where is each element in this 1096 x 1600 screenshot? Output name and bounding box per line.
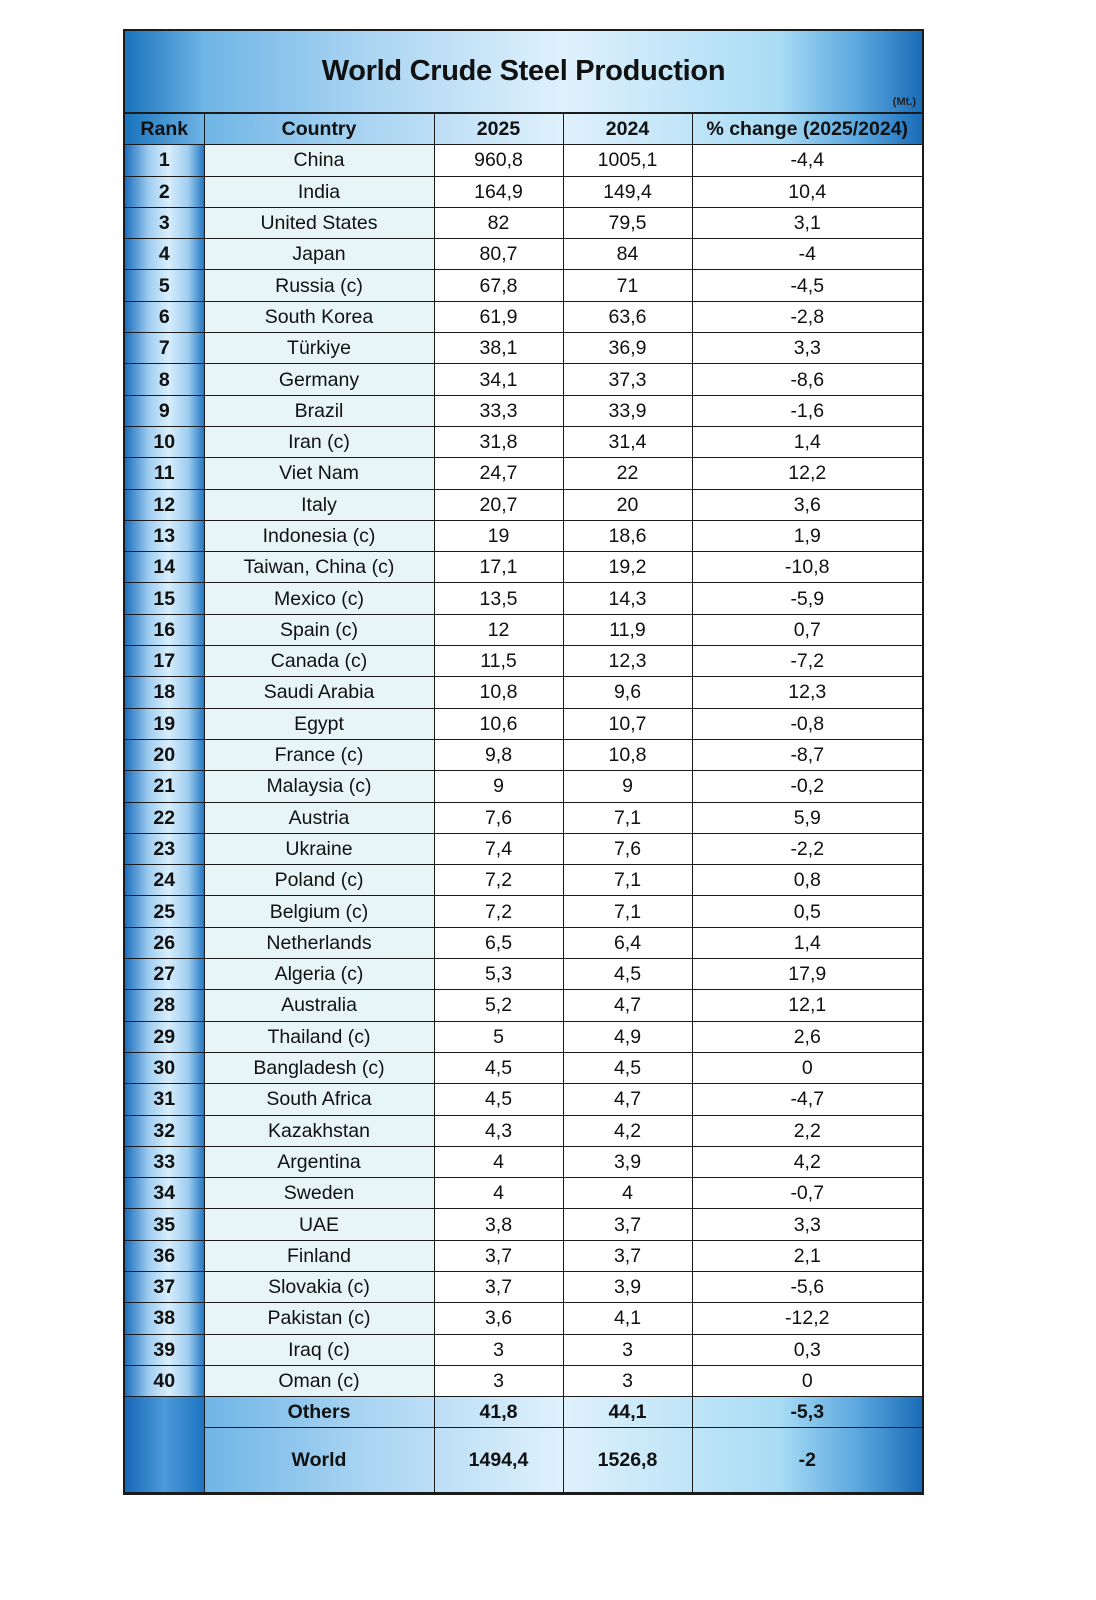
rank-cell: 23 [125,833,204,864]
country-cell: Finland [204,1240,434,1271]
change-cell: -5,6 [692,1271,922,1302]
country-cell: Sweden [204,1178,434,1209]
rank-cell: 27 [125,959,204,990]
table-row [125,677,922,708]
value-2024-cell: 4,5 [563,1052,692,1083]
table-row [125,1271,922,1302]
value-2024-cell: 7,1 [563,896,692,927]
country-cell: Belgium (c) [204,896,434,927]
value-2024-cell: 10,8 [563,739,692,770]
country-cell: Italy [204,489,434,520]
title-band [125,31,922,114]
table-row [125,1084,922,1115]
value-2024-cell: 36,9 [563,333,692,364]
value-2025-cell: 7,4 [434,833,563,864]
value-2024-cell: 4,7 [563,1084,692,1115]
rank-cell: 18 [125,677,204,708]
value-2024-cell: 7,1 [563,802,692,833]
country-cell: Saudi Arabia [204,677,434,708]
data-table [125,114,922,1493]
country-cell: Russia (c) [204,270,434,301]
change-cell: 0,3 [692,1334,922,1365]
change-cell: -4,7 [692,1084,922,1115]
table-row [125,959,922,990]
rank-cell: 33 [125,1146,204,1177]
change-cell: 0 [692,1365,922,1396]
country-cell: Oman (c) [204,1365,434,1396]
rank-cell: 3 [125,207,204,238]
table-row [125,771,922,802]
country-cell: Taiwan, China (c) [204,552,434,583]
table-row [125,833,922,864]
country-cell: France (c) [204,739,434,770]
country-cell: Canada (c) [204,646,434,677]
value-2025-cell: 31,8 [434,426,563,457]
change-cell: 0 [692,1052,922,1083]
value-2025-cell: 10,6 [434,708,563,739]
country-cell: Türkiye [204,333,434,364]
table-row [125,426,922,457]
value-2024-cell: 33,9 [563,395,692,426]
value-2024-cell: 9 [563,771,692,802]
change-cell: 4,2 [692,1146,922,1177]
change-cell: 12,2 [692,458,922,489]
change-cell: -0,7 [692,1178,922,1209]
change-cell: -1,6 [692,395,922,426]
value-2024-cell: 14,3 [563,583,692,614]
rank-cell: 5 [125,270,204,301]
table-row [125,145,922,176]
rank-cell: 17 [125,646,204,677]
header-2025: 2025 [434,114,563,145]
country-cell: Austria [204,802,434,833]
table-row [125,927,922,958]
rank-cell: 4 [125,239,204,270]
table-row [125,489,922,520]
value-2024-cell: 11,9 [563,614,692,645]
value-2025-cell: 82 [434,207,563,238]
table-row [125,896,922,927]
table-row [125,739,922,770]
world-2024: 1526,8 [563,1428,692,1493]
table-row [125,552,922,583]
value-2025-cell: 3,6 [434,1303,563,1334]
value-2025-cell: 61,9 [434,301,563,332]
country-cell: Malaysia (c) [204,771,434,802]
rank-cell: 21 [125,771,204,802]
value-2025-cell: 17,1 [434,552,563,583]
table-row [125,364,922,395]
value-2024-cell: 3,9 [563,1271,692,1302]
value-2024-cell: 84 [563,239,692,270]
value-2024-cell: 20 [563,489,692,520]
change-cell: 1,4 [692,426,922,457]
change-cell: -8,7 [692,739,922,770]
table-row [125,270,922,301]
table-row [125,176,922,207]
country-cell: UAE [204,1209,434,1240]
country-cell: Japan [204,239,434,270]
change-cell: 3,3 [692,333,922,364]
rank-cell: 10 [125,426,204,457]
value-2025-cell: 9,8 [434,739,563,770]
value-2025-cell: 4 [434,1146,563,1177]
value-2025-cell: 38,1 [434,333,563,364]
header-rank: Rank [125,114,204,145]
rank-cell: 36 [125,1240,204,1271]
change-cell: -5,9 [692,583,922,614]
table-row [125,520,922,551]
country-cell: Bangladesh (c) [204,1052,434,1083]
value-2025-cell: 5,2 [434,990,563,1021]
change-cell: 0,5 [692,896,922,927]
country-cell: Egypt [204,708,434,739]
value-2025-cell: 12 [434,614,563,645]
value-2025-cell: 3,7 [434,1240,563,1271]
country-cell: China [204,145,434,176]
change-cell: 5,9 [692,802,922,833]
change-cell: -0,8 [692,708,922,739]
change-cell: 3,1 [692,207,922,238]
change-cell: 1,4 [692,927,922,958]
value-2025-cell: 4,3 [434,1115,563,1146]
country-cell: Viet Nam [204,458,434,489]
value-2024-cell: 7,6 [563,833,692,864]
unit-label: (Mt.) [892,96,916,108]
value-2024-cell: 12,3 [563,646,692,677]
table-row [125,1240,922,1271]
change-cell: -12,2 [692,1303,922,1334]
rank-cell: 32 [125,1115,204,1146]
change-cell: 12,1 [692,990,922,1021]
rank-cell: 1 [125,145,204,176]
value-2024-cell: 4,1 [563,1303,692,1334]
change-cell: -4 [692,239,922,270]
others-label: Others [204,1397,434,1428]
value-2025-cell: 20,7 [434,489,563,520]
table-row [125,458,922,489]
country-cell: Ukraine [204,833,434,864]
value-2025-cell: 4,5 [434,1084,563,1115]
rank-cell: 30 [125,1052,204,1083]
table-row [125,614,922,645]
value-2025-cell: 9 [434,771,563,802]
others-2024: 44,1 [563,1397,692,1428]
country-cell: Iraq (c) [204,1334,434,1365]
rank-cell: 16 [125,614,204,645]
value-2025-cell: 13,5 [434,583,563,614]
country-cell: Kazakhstan [204,1115,434,1146]
country-cell: Thailand (c) [204,1021,434,1052]
change-cell: -4,4 [692,145,922,176]
country-cell: Netherlands [204,927,434,958]
value-2025-cell: 7,6 [434,802,563,833]
world-row [125,1428,922,1493]
value-2024-cell: 79,5 [563,207,692,238]
rank-cell: 7 [125,333,204,364]
value-2025-cell: 24,7 [434,458,563,489]
country-cell: Germany [204,364,434,395]
value-2025-cell: 33,3 [434,395,563,426]
rank-cell: 26 [125,927,204,958]
rank-cell: 13 [125,520,204,551]
value-2025-cell: 3 [434,1334,563,1365]
value-2024-cell: 37,3 [563,364,692,395]
table-row [125,583,922,614]
country-cell: Iran (c) [204,426,434,457]
value-2024-cell: 31,4 [563,426,692,457]
table-row [125,333,922,364]
table-row [125,239,922,270]
value-2025-cell: 5,3 [434,959,563,990]
change-cell: 0,7 [692,614,922,645]
table-row [125,1334,922,1365]
country-cell: South Korea [204,301,434,332]
rank-cell: 6 [125,301,204,332]
change-cell: 2,1 [692,1240,922,1271]
rank-cell: 11 [125,458,204,489]
rank-cell: 19 [125,708,204,739]
country-cell: Slovakia (c) [204,1271,434,1302]
table-title: World Crude Steel Production [321,55,726,87]
value-2024-cell: 7,1 [563,865,692,896]
rank-cell: 40 [125,1365,204,1396]
table-row [125,1115,922,1146]
value-2025-cell: 5 [434,1021,563,1052]
rank-empty [125,1397,204,1493]
rank-cell: 8 [125,364,204,395]
country-cell: Spain (c) [204,614,434,645]
change-cell: -0,2 [692,771,922,802]
world-change: -2 [692,1428,922,1493]
value-2024-cell: 3,7 [563,1240,692,1271]
value-2025-cell: 4 [434,1178,563,1209]
country-cell: Pakistan (c) [204,1303,434,1334]
value-2024-cell: 6,4 [563,927,692,958]
change-cell: 10,4 [692,176,922,207]
change-cell: -8,6 [692,364,922,395]
table-row [125,1052,922,1083]
value-2024-cell: 22 [563,458,692,489]
value-2024-cell: 149,4 [563,176,692,207]
value-2024-cell: 19,2 [563,552,692,583]
country-cell: South Africa [204,1084,434,1115]
value-2025-cell: 19 [434,520,563,551]
header-country: Country [204,114,434,145]
value-2024-cell: 1005,1 [563,145,692,176]
rank-cell: 2 [125,176,204,207]
value-2025-cell: 7,2 [434,865,563,896]
others-change: -5,3 [692,1397,922,1428]
header-change: % change (2025/2024) [692,114,922,145]
value-2024-cell: 3 [563,1365,692,1396]
change-cell: 17,9 [692,959,922,990]
header-2024: 2024 [563,114,692,145]
rank-cell: 34 [125,1178,204,1209]
value-2024-cell: 3,7 [563,1209,692,1240]
change-cell: 0,8 [692,865,922,896]
rank-cell: 24 [125,865,204,896]
table-row [125,1021,922,1052]
rank-cell: 31 [125,1084,204,1115]
table-row [125,708,922,739]
others-2025: 41,8 [434,1397,563,1428]
value-2024-cell: 3 [563,1334,692,1365]
value-2025-cell: 6,5 [434,927,563,958]
rank-cell: 39 [125,1334,204,1365]
change-cell: 3,6 [692,489,922,520]
country-cell: Argentina [204,1146,434,1177]
value-2025-cell: 11,5 [434,646,563,677]
country-cell: Algeria (c) [204,959,434,990]
value-2025-cell: 80,7 [434,239,563,270]
value-2025-cell: 960,8 [434,145,563,176]
rank-cell: 37 [125,1271,204,1302]
table-row [125,207,922,238]
value-2025-cell: 4,5 [434,1052,563,1083]
rank-cell: 22 [125,802,204,833]
value-2024-cell: 10,7 [563,708,692,739]
rank-cell: 25 [125,896,204,927]
table-row [125,990,922,1021]
rank-cell: 28 [125,990,204,1021]
country-cell: Indonesia (c) [204,520,434,551]
value-2024-cell: 4,7 [563,990,692,1021]
value-2025-cell: 3,8 [434,1209,563,1240]
world-label: World [204,1428,434,1493]
value-2025-cell: 3 [434,1365,563,1396]
change-cell: 12,3 [692,677,922,708]
country-cell: Australia [204,990,434,1021]
value-2025-cell: 34,1 [434,364,563,395]
header-row [125,114,922,145]
change-cell: -2,2 [692,833,922,864]
table-row [125,1146,922,1177]
rank-cell: 29 [125,1021,204,1052]
country-cell: India [204,176,434,207]
table-row [125,395,922,426]
rank-cell: 12 [125,489,204,520]
value-2024-cell: 3,9 [563,1146,692,1177]
change-cell: 3,3 [692,1209,922,1240]
world-2025: 1494,4 [434,1428,563,1493]
country-cell: Poland (c) [204,865,434,896]
rank-cell: 15 [125,583,204,614]
value-2024-cell: 9,6 [563,677,692,708]
table-row [125,865,922,896]
country-cell: Mexico (c) [204,583,434,614]
table-row [125,1303,922,1334]
rank-cell: 20 [125,739,204,770]
value-2025-cell: 3,7 [434,1271,563,1302]
value-2024-cell: 63,6 [563,301,692,332]
table-row [125,1178,922,1209]
change-cell: -2,8 [692,301,922,332]
value-2024-cell: 71 [563,270,692,301]
table-row [125,646,922,677]
country-cell: Brazil [204,395,434,426]
value-2025-cell: 7,2 [434,896,563,927]
rank-cell: 35 [125,1209,204,1240]
change-cell: 2,2 [692,1115,922,1146]
change-cell: 2,6 [692,1021,922,1052]
rank-cell: 9 [125,395,204,426]
value-2024-cell: 4,2 [563,1115,692,1146]
change-cell: -7,2 [692,646,922,677]
value-2024-cell: 4,5 [563,959,692,990]
table-row [125,301,922,332]
value-2024-cell: 4,9 [563,1021,692,1052]
others-row [125,1397,922,1428]
change-cell: -10,8 [692,552,922,583]
rank-cell: 14 [125,552,204,583]
table-row [125,1365,922,1396]
value-2025-cell: 67,8 [434,270,563,301]
table-row [125,802,922,833]
table-row [125,1209,922,1240]
steel-production-table [123,29,924,1495]
value-2024-cell: 4 [563,1178,692,1209]
change-cell: 1,9 [692,520,922,551]
value-2025-cell: 164,9 [434,176,563,207]
value-2025-cell: 10,8 [434,677,563,708]
value-2024-cell: 18,6 [563,520,692,551]
country-cell: United States [204,207,434,238]
rank-cell: 38 [125,1303,204,1334]
change-cell: -4,5 [692,270,922,301]
